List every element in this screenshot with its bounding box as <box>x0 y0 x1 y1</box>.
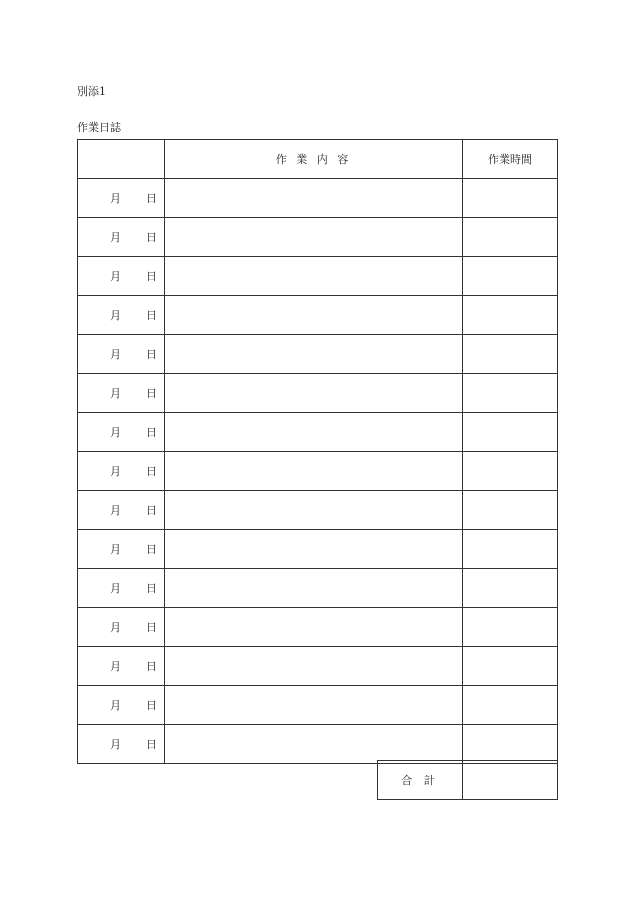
date-cell <box>78 413 165 452</box>
day-label: 日 <box>146 621 157 634</box>
date-cell <box>78 647 165 686</box>
table-row <box>78 491 558 530</box>
header-work-time: 作業時間 <box>463 140 558 179</box>
table-row <box>78 686 558 725</box>
month-label: 月 <box>110 699 121 712</box>
table-row <box>78 296 558 335</box>
table-row <box>78 374 558 413</box>
month-label: 月 <box>110 465 121 478</box>
work-time-cell <box>463 296 558 335</box>
work-time-cell <box>463 257 558 296</box>
day-label: 日 <box>146 699 157 712</box>
work-content-cell <box>165 725 463 764</box>
work-content-cell <box>165 491 463 530</box>
work-content-cell <box>165 530 463 569</box>
total-time-cell <box>463 761 558 800</box>
work-content-cell <box>165 296 463 335</box>
day-label: 日 <box>146 543 157 556</box>
month-label: 月 <box>110 738 121 751</box>
day-label: 日 <box>146 231 157 244</box>
day-label: 日 <box>146 192 157 205</box>
work-time-cell <box>463 569 558 608</box>
day-label: 日 <box>146 465 157 478</box>
month-label: 月 <box>110 192 121 205</box>
date-cell <box>78 491 165 530</box>
date-cell <box>78 530 165 569</box>
month-label: 月 <box>110 270 121 283</box>
day-label: 日 <box>146 387 157 400</box>
date-cell <box>78 725 165 764</box>
day-label: 日 <box>146 309 157 322</box>
work-content-cell <box>165 647 463 686</box>
table-row <box>78 257 558 296</box>
date-cell <box>78 257 165 296</box>
table-row <box>78 725 558 764</box>
table-row <box>78 413 558 452</box>
table-row <box>78 218 558 257</box>
table-row <box>78 530 558 569</box>
total-table <box>377 760 558 800</box>
date-cell <box>78 296 165 335</box>
day-label: 日 <box>146 348 157 361</box>
work-content-cell <box>165 374 463 413</box>
table-row <box>78 569 558 608</box>
work-time-cell <box>463 413 558 452</box>
month-label: 月 <box>110 543 121 556</box>
work-time-cell <box>463 452 558 491</box>
day-label: 日 <box>146 660 157 673</box>
work-content-cell <box>165 218 463 257</box>
date-cell <box>78 218 165 257</box>
month-label: 月 <box>110 621 121 634</box>
date-cell <box>78 686 165 725</box>
month-label: 月 <box>110 387 121 400</box>
date-cell <box>78 179 165 218</box>
header-date <box>78 140 165 179</box>
work-content-cell <box>165 257 463 296</box>
date-cell <box>78 608 165 647</box>
work-time-cell <box>463 530 558 569</box>
day-label: 日 <box>146 426 157 439</box>
total-row <box>378 761 558 800</box>
table-row <box>78 608 558 647</box>
month-label: 月 <box>110 348 121 361</box>
month-label: 月 <box>110 582 121 595</box>
month-label: 月 <box>110 309 121 322</box>
table-row <box>78 647 558 686</box>
work-time-cell <box>463 218 558 257</box>
table-header-row <box>78 140 558 179</box>
work-time-cell <box>463 608 558 647</box>
date-cell <box>78 374 165 413</box>
work-content-cell <box>165 686 463 725</box>
month-label: 月 <box>110 231 121 244</box>
work-time-cell <box>463 179 558 218</box>
table-row <box>78 179 558 218</box>
work-content-cell <box>165 608 463 647</box>
work-content-cell <box>165 413 463 452</box>
table-row <box>78 335 558 374</box>
day-label: 日 <box>146 504 157 517</box>
work-log-table <box>77 139 558 764</box>
work-content-cell <box>165 569 463 608</box>
work-time-cell <box>463 647 558 686</box>
date-cell <box>78 335 165 374</box>
date-cell <box>78 569 165 608</box>
total-label: 合 計 <box>378 761 463 800</box>
work-content-cell <box>165 335 463 374</box>
header-work-content: 作 業 内 容 <box>165 140 463 179</box>
work-content-cell <box>165 179 463 218</box>
month-label: 月 <box>110 504 121 517</box>
work-time-cell <box>463 335 558 374</box>
work-time-cell <box>463 374 558 413</box>
month-label: 月 <box>110 426 121 439</box>
work-time-cell <box>463 686 558 725</box>
work-content-cell <box>165 452 463 491</box>
day-label: 日 <box>146 738 157 751</box>
table-body <box>78 179 558 764</box>
attachment-label: 別添1 <box>77 85 106 98</box>
date-cell <box>78 452 165 491</box>
table-row <box>78 452 558 491</box>
work-time-cell <box>463 725 558 764</box>
day-label: 日 <box>146 270 157 283</box>
month-label: 月 <box>110 660 121 673</box>
work-time-cell <box>463 491 558 530</box>
day-label: 日 <box>146 582 157 595</box>
document-title: 作業日誌 <box>77 121 121 134</box>
